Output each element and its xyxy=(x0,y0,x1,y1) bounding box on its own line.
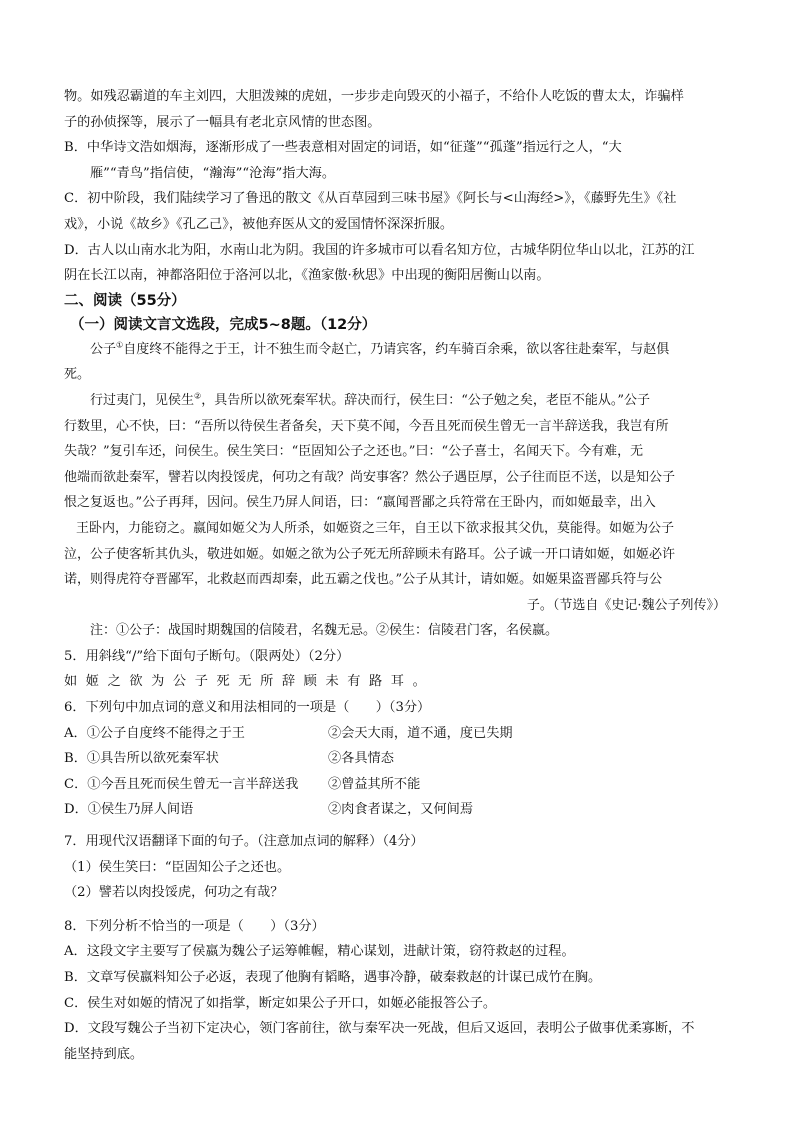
option-c-line: 戏》，小说《故乡》《孔乙己》，被他弃医从文的爱国情怀深深折服。 xyxy=(64,216,454,232)
option-row xyxy=(64,772,734,798)
sentence-to-punctuate: 如姬之欲为公子死无所辞顾未有路耳。 xyxy=(64,674,435,690)
option-left: B．①具告所以欲死秦军状 xyxy=(64,751,219,767)
footnote-marker: ② xyxy=(194,391,202,401)
option-a: A．这段文字主要写了侯嬴为魏公子运筹帷幄，精心谋划，进献计策，窃符救赵的过程。 xyxy=(64,944,575,960)
passage-text: 公子 xyxy=(90,341,117,357)
passage-source: 子。（节选自《史记·魏公子列传》） xyxy=(526,597,726,613)
option-row xyxy=(64,797,734,823)
classical-passage xyxy=(64,337,734,644)
option-right: ②曾益其所不能 xyxy=(328,776,421,792)
question-stem: 8．下列分析不恰当的一项是（ ）（3分） xyxy=(64,918,325,934)
passage-line: 泣，公子使客斩其仇头，敬进如姬。如姬之欲为公子死无所辞顾未有路耳。公子诚一开口请如姬，如姬必许 xyxy=(64,546,676,562)
option-row xyxy=(64,746,734,772)
passage-line: 他端而欲赴秦军，譬若以肉投馁虎，何功之有哉？尚安事客？然公子遇臣厚，公子往而臣不送，以是知公子 xyxy=(64,469,676,485)
passage-line xyxy=(64,337,734,363)
question-7 xyxy=(64,829,734,906)
option-left: A．①公子自度终不能得之于王 xyxy=(64,725,245,741)
question-4-continued xyxy=(64,84,734,289)
text-line: 子的孙侦探等，展示了一幅具有老北京风情的世态图。 xyxy=(64,114,381,130)
passage-text: ，具告所以欲死秦军状。辞决而行，侯生曰：“公子勉之矣，老臣不能从。”公子 xyxy=(201,392,650,408)
text-line: 物。如残忍霸道的车主刘四，大胆泼辣的虎妞，一步步走向毁灭的小福子，不给仆人吃饭的曹太太，诈骗样 xyxy=(64,89,684,104)
question-5 xyxy=(64,644,734,695)
question-stem: 5．用斜线“/”给下面句子断句。（限两处）（2分） xyxy=(64,648,350,664)
passage-line xyxy=(64,388,734,414)
sentence-2: （2）譬若以肉投馁虎，何功之有哉？ xyxy=(64,885,284,901)
option-d: 能坚持到底。 xyxy=(64,1046,144,1062)
question-stem: 6．下列句中加点词的意义和用法相同的一项是（ ）（3分） xyxy=(64,700,431,716)
passage-line: 失哉？”复引车还，问侯生。侯生笑曰：“臣固知公子之还也。”曰：“公子喜士，名闻天下。今有难，无 xyxy=(64,444,644,460)
option-left: C．①今吾且死而侯生曾无一言半辞送我 xyxy=(64,776,299,792)
passage-line: 恨之复返也。”公子再拜，因问。侯生乃屏人间语，曰：“嬴闻晋鄙之兵符常在王卧内，而如姬最幸，出入 xyxy=(64,495,656,511)
option-c-line: C．初中阶段，我们陆续学习了鲁迅的散文《从百草园到三味书屋》《阿长与<山海经>》，《藤野先生》《社 xyxy=(64,191,677,207)
option-d-line: 阴在长江以南，神都洛阳位于洛河以北，《渔家傲·秋思》中出现的衡阳居衡山以南。 xyxy=(64,268,550,284)
option-right: ②肉食者谋之，又何间焉 xyxy=(328,802,474,818)
option-b-line: B．中华诗文浩如烟海，逐渐形成了一些表意相对固定的词语，如“征蓬”“孤蓬”指远行之人，“大 xyxy=(64,140,622,156)
passage-text: 自度终不能得之于王，计不独生而令赵亡，乃请宾客，约车骑百余乘，欲以客往赴秦军，与赵俱 xyxy=(123,341,670,357)
passage-text: 行过夷门，见侯生 xyxy=(90,392,195,408)
passage-line: 死。 xyxy=(64,367,91,383)
passage-line: 诺，则得虎符夺晋鄙军，北救赵而西却秦，此五霸之伐也。”公子从其计，请如姬。如姬果盗晋鄙兵符与公 xyxy=(64,572,663,588)
footnote-marker: ① xyxy=(116,340,124,350)
option-row xyxy=(64,721,734,747)
option-c: C．侯生对如姬的情况了如指掌，断定如果公子开口，如姬必能报答公子。 xyxy=(64,995,497,1011)
question-6 xyxy=(64,695,734,823)
passage-line: 王卧内，力能窃之。嬴闻如姬父为人所杀，如姬资之三年，自王以下欲求报其父仇，莫能得。如姬为公子 xyxy=(76,520,675,536)
option-right: ②各具情态 xyxy=(328,751,394,767)
sentence-1: （1）侯生笑曰：“臣固知公子之还也。 xyxy=(64,859,291,875)
option-d: D．文段写魏公子当初下定决心，领门客前往，欲与秦军决一死战，但后又返回，表明公子做事优柔寡断，不 xyxy=(64,1021,695,1037)
exam-page xyxy=(64,84,734,1067)
question-stem: 7．用现代汉语翻译下面的句子。（注意加点词的解释）（4分） xyxy=(64,834,424,850)
part-title: （一）阅读文言文选段，完成5~8题。（12分） xyxy=(70,316,377,333)
option-d-line: D．古人以山南水北为阳，水南山北为阴。我国的许多城市可以看名知方位，古城华阴位华山以北，江苏的江 xyxy=(64,242,695,258)
option-b: B．文章写侯嬴料知公子必返，表现了他胸有韬略，遇事冷静，破秦救赵的计谋已成竹在胸。 xyxy=(64,970,602,985)
option-left: D．①侯生乃屏人间语 xyxy=(64,802,194,818)
option-right: ②会天大雨，道不通，度已失期 xyxy=(328,725,513,741)
passage-notes: 注：①公子：战国时期魏国的信陵君，名魏无忌。②侯生：信陵君门客，名侯嬴。 xyxy=(90,623,559,639)
passage-line: 行数里，心不快，曰：“吾所以待侯生者备矣，天下莫不闻，今吾且死而侯生曾无一言半辞送我，我岂有所 xyxy=(64,418,669,434)
section-title: 二、阅读（55分） xyxy=(64,292,186,309)
option-b-line: 雁”“青鸟”指信使，“瀚海”“沧海”指大海。 xyxy=(90,165,336,181)
question-8 xyxy=(64,914,734,1068)
